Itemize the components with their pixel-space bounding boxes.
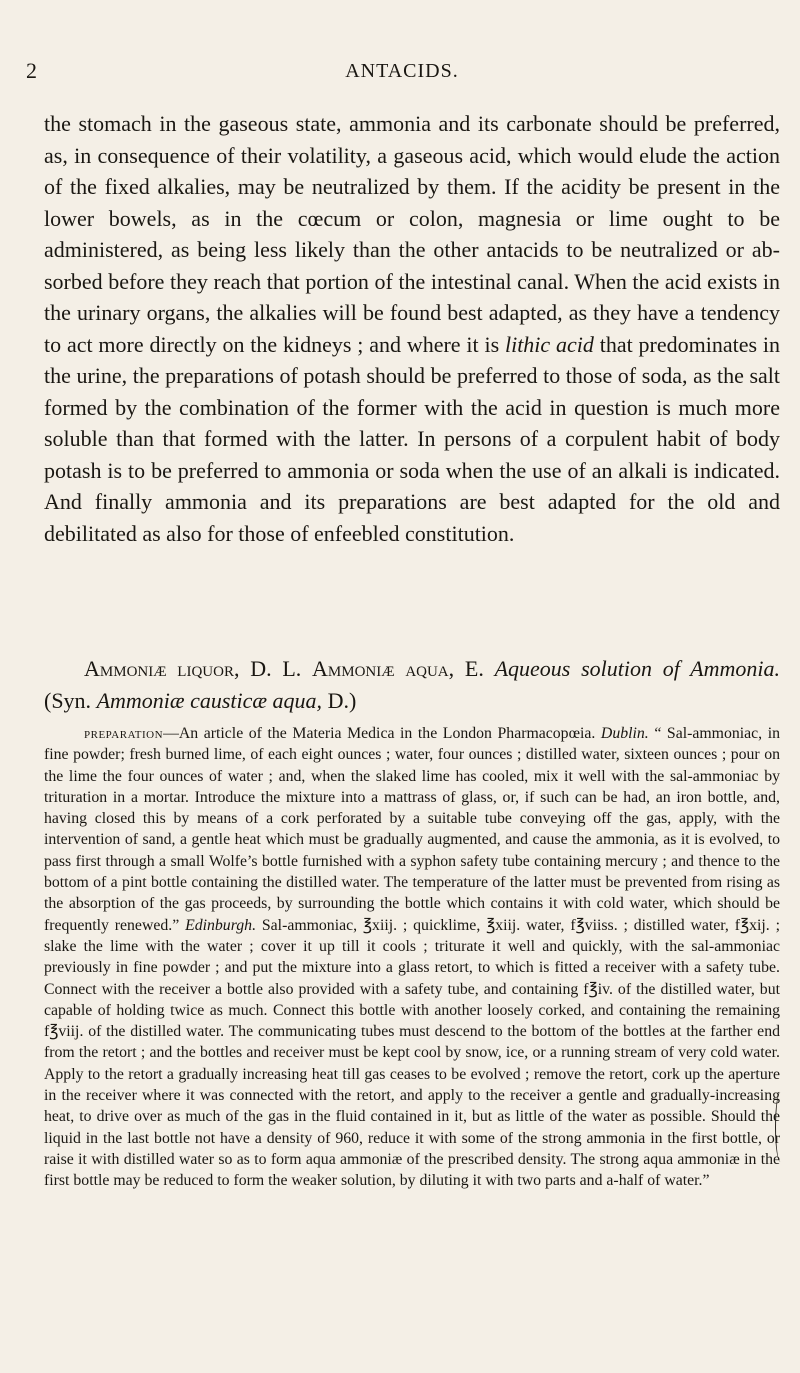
- heading-italic-name: Aqueous solution of Ammonia.: [494, 656, 780, 681]
- paragraph-text-part2: that predominates in the urine, the preparations of potash should be preferred to those of soda, as the salt formed by the combination of the former with the acid in question is much more soluble than that formed with the latter. In persons of a corpulent habit of body potash is to be preferred to ammonia or soda when the use of an alkali is indicated. And finally ammonia and its preparations are best adapted for the old and debilitated as also for those of enfeebled constitution.: [44, 331, 781, 546]
- preparation-intro: —An article of the Materia Medica in the London Pharmacopœia.: [163, 725, 601, 742]
- margin-bracket-mark: [775, 1092, 786, 1162]
- dublin-label: Dublin.: [600, 725, 649, 742]
- heading-title-liquor: Ammoniæ liquor, D. L.: [84, 656, 302, 681]
- edinburgh-text: Sal-ammoniac, ℥xiij. ; quicklime, ℥xiij. water, f℥viiss. ; distilled water, f℥xij. ; slake the lime with the water ; cover it up till it cools ; triturate it well and quickly, with the sal-ammoniac previously in fine powder ; and put the mixture into a glass retort, to which is fitted a receiver with a safety tube. Connect with the receiver a bottle also provided with a safety tube, and containing f℥iv. of the distilled water, but capable of holding twice as much. Connect this bottle with another loosely corked, and containing the remaining f℥viij. of the distilled water. The communicating tubes must descend to the bottom of the bottles at the farther end from the retort ; and the bottles and receiver must be kept cool by snow, ice, or a running stream of very cold water. Apply to the retort a gradually increasing heat till gas ceases to be evolved ; remove the retort, cork up the aperture in the receiver where it was connected with the retort, and apply to the receiver a gentle and gradually-increasing heat, to drive over as much of the gas in the fluid contained in it, but as little of the water as possible. Should the liquid in the last bottle not have a density of 960, reduce it with some of the strong ammonia in the first bottle, or raise it with distilled water so as to form aqua ammoniæ of the prescribed density. The strong aqua ammoniæ in the first bottle may be reduced to form the weaker solution, by diluting it with two parts and a-half of water.”: [44, 916, 780, 1190]
- dublin-text: “ Sal-ammoniac, in fine powder; fresh burned lime, of each eight ounces ; water, four ounces ; distilled water, sixteen ounces ; pour on the lime the four ounces of water ; and, when the slaked lime has cooled, mix it well with the sal-ammoniac by trituration in a mortar. Introduce the mixture into a mattrass of glass, or, if such can be had, an iron bottle, and, having closed this by means of a cork perforated by a suitable tube conveying off the gas, apply, with the intervention of sand, a gentle heat which must be gradually augmented, and cause the ammonia, as it is evolved, to pass first through a small Wolfe’s bottle furnished with a syphon safety tube containing mercury ; and thence to the bottom of a pint bottle containing the distilled water. The temperature of the latter must be prevented from rising as the absorption of the gas proceeds, by surrounding the bottle which contains it with cold water, which should be frequently renewed.”: [44, 725, 780, 934]
- preparation-paragraph: [44, 723, 780, 1192]
- heading-syn-open: (Syn.: [44, 687, 97, 713]
- section-heading: [44, 653, 780, 716]
- paragraph-text-part1: the stomach in the gaseous state, ammonia and its carbonate should be preferred, as, in consequence of their volatility, a gaseous acid, which would elude the action of the fixed alkalies, may be neutralized by them. If the acidity be present in the lower bowels, as in the cœcum or colon, magnesia or lime ought to be administered, as being less likely than the other antacids to be neutralized or absorbed before they reach that portion of the intestinal canal. When the acid exists in the urinary organs, the alkalies will be found best adapted, as they have a tendency to act more directly on the kidneys ; and where it is: [44, 111, 780, 357]
- edinburgh-label: Edinburgh.: [185, 916, 257, 934]
- page-number: 2: [26, 58, 37, 83]
- page-header: [26, 58, 778, 86]
- lithic-acid-term: lithic acid: [504, 331, 594, 357]
- heading-syn-close: D.): [322, 687, 357, 713]
- heading-title-aqua: Ammoniæ aqua, E.: [312, 656, 484, 681]
- preparation-label: preparation: [84, 725, 164, 742]
- running-head: ANTACIDS.: [345, 60, 459, 82]
- main-paragraph: [44, 108, 780, 549]
- heading-syn-italic: Ammoniæ causticæ aqua,: [96, 687, 323, 713]
